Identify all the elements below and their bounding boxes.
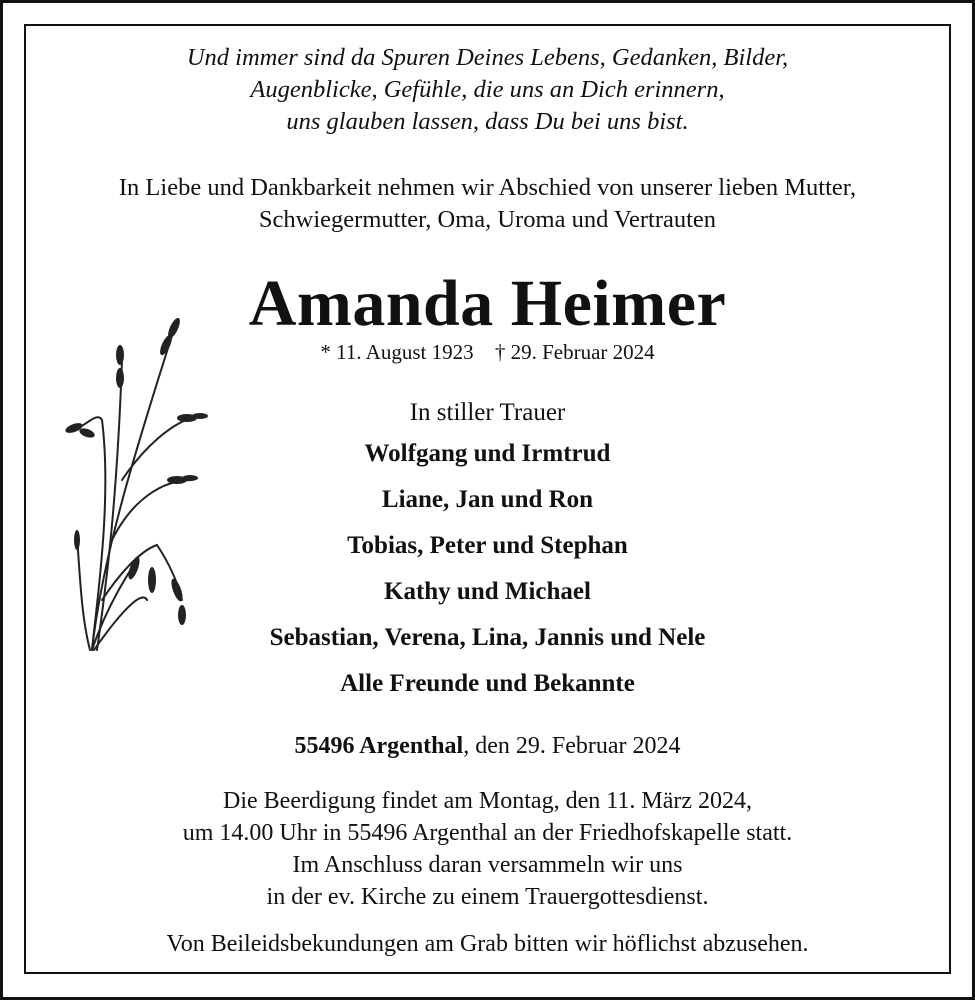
mourning-heading: In stiller Trauer (409, 399, 566, 426)
family-line: Alle Freunde und Bekannte (340, 670, 635, 697)
poem (0, 42, 975, 138)
funeral-line: in der ev. Kirche zu einem Trauergottesdienst. (266, 884, 709, 910)
funeral-line: Die Beerdigung findet am Montag, den 11. März 2024, (223, 788, 752, 814)
funeral-info (0, 785, 975, 913)
family-line: Tobias, Peter und Stephan (347, 532, 628, 559)
death-date: † 29. Februar 2024 (494, 340, 655, 364)
family-line: Sebastian, Verena, Lina, Jannis und Nele (269, 624, 706, 651)
funeral-line: Im Anschluss daran versammeln wir uns (292, 852, 683, 878)
intro-line: In Liebe und Dankbarkeit nehmen wir Abschied von unserer lieben Mutter, (118, 174, 857, 201)
family-line: Wolfgang und Irmtrud (364, 440, 611, 467)
deceased-name: Amanda Heimer (248, 267, 727, 340)
place-date (0, 730, 975, 762)
intro-text (0, 172, 975, 236)
poem-line: Und immer sind da Spuren Deines Lebens, Gedanken, Bilder, (186, 44, 789, 71)
poem-line: Augenblicke, Gefühle, die uns an Dich erinnern, (250, 76, 725, 103)
condolence-note: Von Beileidsbekundungen am Grab bitten wir höflichst abzusehen. (166, 931, 809, 957)
place-date-text: , den 29. Februar 2024 (463, 733, 681, 759)
funeral-line: um 14.00 Uhr in 55496 Argenthal an der Friedhofskapelle statt. (182, 820, 793, 846)
birth-date: * 11. August 1923 (320, 340, 474, 364)
intro-line: Schwiegermutter, Oma, Uroma und Vertrauten (258, 206, 717, 233)
family-line: Liane, Jan und Ron (381, 486, 594, 513)
poem-line: uns glauben lassen, dass Du bei uns bist. (286, 108, 689, 135)
place-name: 55496 Argenthal (294, 733, 464, 759)
family-line: Kathy und Michael (384, 578, 591, 605)
